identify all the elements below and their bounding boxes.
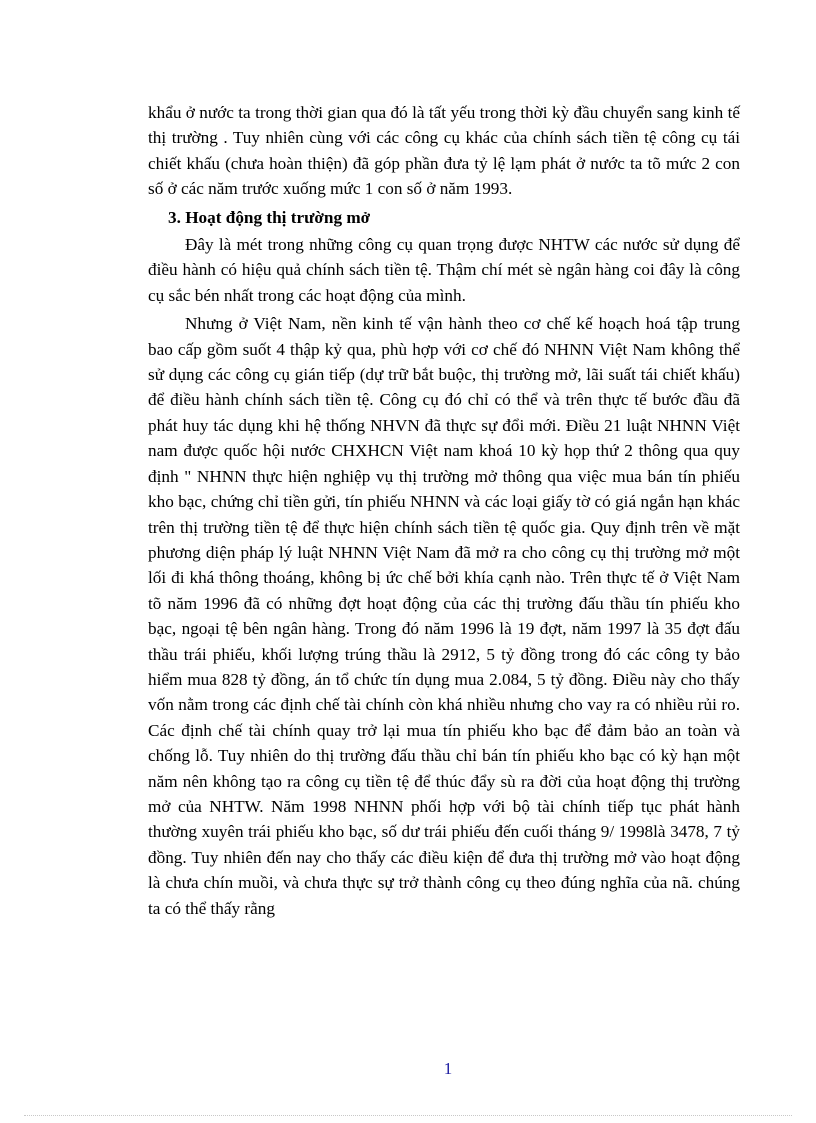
paragraph-vietnam-open-market: Nhưng ở Việt Nam, nền kinh tế vận hành theo cơ chế kế hoạch hoá tập trung bao cấp gồm suốt 4 thập kỷ qua, phù hợp với cơ chế đó NHNN Việt Nam không thể sử dụng các công cụ gián tiếp (dự trữ bắt buộc, thị trường mở, lãi suất tái chiết khấu) để điều hành chính sách tiền tệ. Công cụ đó chỉ có thể và trên thực tế bước đầu đã phát huy tác dụng khi hệ thống NHVN đã thực sự đổi mới. Điều 21 luật NHNN Việt nam được quốc hội nước CHXHCN Việt nam khoá 10 kỳ họp thứ 2 thông qua quy định " NHNN thực hiện nghiệp vụ thị trường mở thông qua việc mua bán tín phiếu kho bạc, chứng chỉ tiền gửi, tín phiếu NHNN và các loại giấy tờ có giá ngắn hạn khác trên thị trường tiền tệ để thực hiện chính sách tiền tệ quốc gia. Quy định trên về mặt phương diện pháp lý luật NHNN Việt Nam đã mở ra cho công cụ thị trường mở một lối đi khá thông thoáng, không bị ức chế bởi khía cạnh nào. Trên thực tế ở Việt Nam tõ năm 1996 đã có những đợt hoạt động của các thị trường đấu thầu tín phiếu kho bạc, ngoại tệ bên ngân hàng. Trong đó năm 1996 là 19 đợt, năm 1997 là 35 đợt đấu thầu trái phiếu, khối lượng trúng thầu là 2912, 5 tỷ đồng trong đó các công ty bảo hiểm mua 828 tỷ đồng, án tổ chức tín dụng mua 2.084, 5 tỷ đồng. Điều này cho thấy vốn nằm trong các định chế tài chính còn khá nhiều nhưng cho vay ra có nhiều rủi ro. Các định chế tài chính quay trở lại mua tín phiếu kho bạc để đảm bảo an toàn và chống lỗ. Tuy nhiên do thị trường đấu thầu chỉ bán tín phiếu kho bạc có kỳ hạn một năm nên không tạo ra công cụ tiền tệ để thúc đẩy sù ra đời của hoạt động thị trường mở của NHTW. Năm 1998 NHNN phối hợp với bộ tài chính tiếp tục phát hành thường xuyên trái phiếu kho bạc, số dư trái phiếu đến cuối tháng 9/ 1998là 3478, 7 tỷ đồng. Tuy nhiên đến nay cho thấy các điều kiện để đưa thị trường mở vào hoạt động là chưa chín muồi, và chưa thực sự trở thành công cụ theo đúng nghĩa của nã. chúng ta có thể thấy rằng [148,314,740,918]
footer-divider [24,1115,792,1116]
document-body [148,100,740,921]
paragraph-open-market-intro: Đây là mét trong những công cụ quan trọng được NHTW các nước sử dụng để điều hành có hiệu quả chính sách tiền tệ. Thậm chí mét sè ngân hàng coi đây là công cụ sắc bén nhất trong các hoạt động của mình. [148,235,740,305]
paragraph-continuation: khẩu ở nước ta trong thời gian qua đó là tất yếu trong thời kỳ đầu chuyển sang kinh tế thị trường . Tuy nhiên cùng với các công cụ khác của chính sách tiền tệ công cụ tái chiết khấu (chưa hoàn thiện) đã góp phần đưa tỷ lệ lạm phát ở nước ta tõ mức 2 con số ở các năm trước xuống mức 1 con số ở năm 1993. [148,103,740,199]
page-number: 1 [443,1059,453,1078]
section-heading: 3. Hoạt động thị trường mở [168,207,371,227]
